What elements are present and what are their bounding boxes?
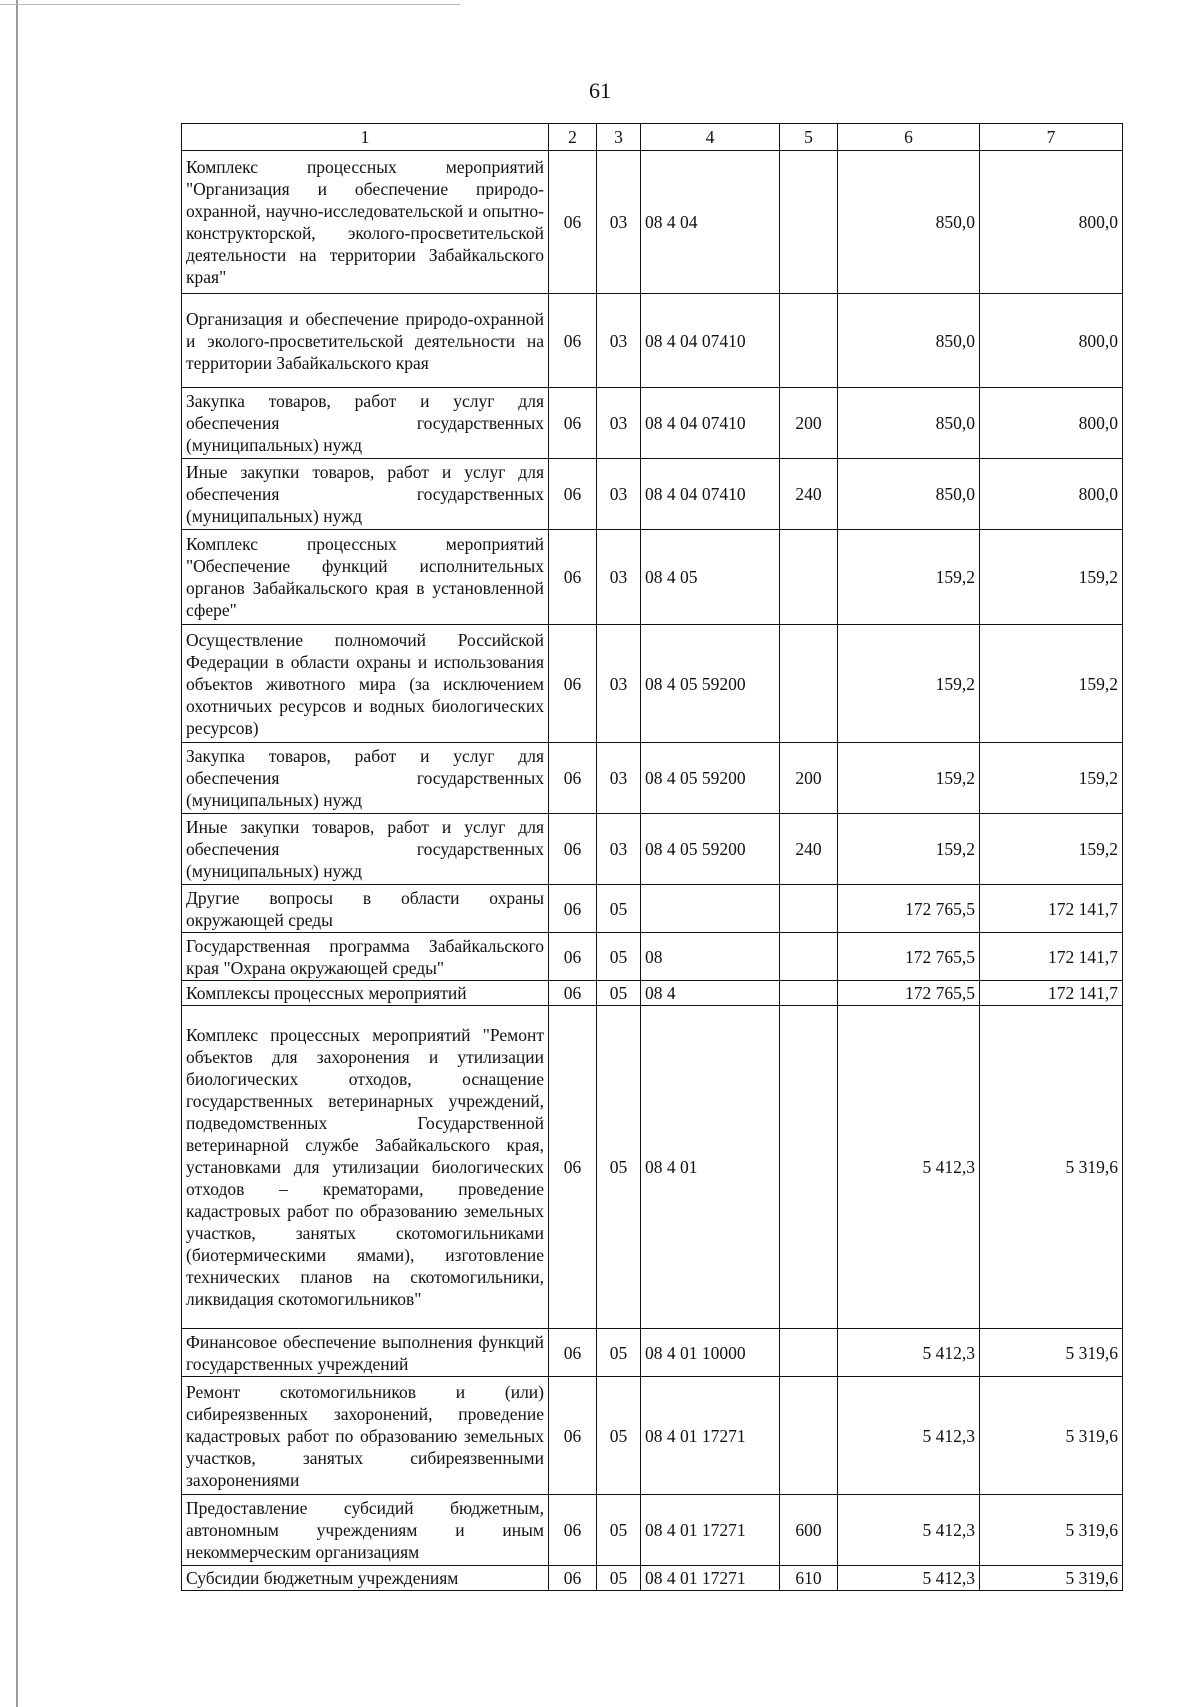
- amount-col-6: 5 412,3: [838, 1006, 980, 1329]
- expense-type-code: [780, 294, 838, 388]
- subsection-code: 03: [597, 151, 641, 294]
- section-code: 06: [549, 933, 597, 981]
- amount-col-7: 800,0: [980, 388, 1123, 459]
- row-description: Ремонт скотомогильников и (или) сибиреязвенных захоронений, проведение кадастровых работ по образованию земельных участков, занятых сибиреязвенными захоронениями: [182, 1377, 549, 1495]
- scan-edge-left: [16, 0, 18, 1707]
- row-description: Иные закупки товаров, работ и услуг для обеспечения государственных (муниципальных) нужд: [182, 814, 549, 885]
- section-code: 06: [549, 388, 597, 459]
- amount-col-6: 5 412,3: [838, 1377, 980, 1495]
- amount-col-7: 159,2: [980, 625, 1123, 743]
- amount-col-7: 159,2: [980, 530, 1123, 625]
- subsection-code: 03: [597, 388, 641, 459]
- table-row: [182, 151, 1123, 294]
- target-article-code: 08 4 04: [641, 151, 780, 294]
- amount-col-7: 5 319,6: [980, 1495, 1123, 1566]
- amount-col-7: 800,0: [980, 151, 1123, 294]
- col-header-2: 2: [549, 124, 597, 151]
- target-article-code: 08 4 01 17271: [641, 1377, 780, 1495]
- table-row: [182, 933, 1123, 981]
- target-article-code: 08 4 05 59200: [641, 814, 780, 885]
- row-description: Закупка товаров, работ и услуг для обеспечения государственных (муниципальных) нужд: [182, 388, 549, 459]
- table-row: [182, 743, 1123, 814]
- amount-col-7: 800,0: [980, 459, 1123, 530]
- amount-col-6: 159,2: [838, 814, 980, 885]
- subsection-code: 03: [597, 743, 641, 814]
- expense-type-code: [780, 981, 838, 1006]
- col-header-6: 6: [838, 124, 980, 151]
- row-description: Осуществление полномочий Российской Федерации в области охраны и использования объектов животного мира (за исключением охотничьих ресурсов и водных биологических ресурсов): [182, 625, 549, 743]
- subsection-code: 05: [597, 981, 641, 1006]
- amount-col-6: 850,0: [838, 294, 980, 388]
- expense-type-code: [780, 151, 838, 294]
- target-article-code: 08 4 05 59200: [641, 743, 780, 814]
- expense-type-code: 610: [780, 1566, 838, 1591]
- expense-type-code: 200: [780, 388, 838, 459]
- subsection-code: 03: [597, 814, 641, 885]
- col-header-5: 5: [780, 124, 838, 151]
- col-header-4: 4: [641, 124, 780, 151]
- amount-col-6: 850,0: [838, 151, 980, 294]
- col-header-3: 3: [597, 124, 641, 151]
- col-header-1: 1: [182, 124, 549, 151]
- row-description: Комплекс процессных мероприятий "Обеспечение функций исполнительных органов Забайкальского края в установленной сфере": [182, 530, 549, 625]
- table-row: [182, 981, 1123, 1006]
- amount-col-6: 5 412,3: [838, 1495, 980, 1566]
- table-row: [182, 1006, 1123, 1329]
- section-code: 06: [549, 625, 597, 743]
- subsection-code: 03: [597, 459, 641, 530]
- table-row: [182, 530, 1123, 625]
- subsection-code: 03: [597, 530, 641, 625]
- section-code: 06: [549, 1566, 597, 1591]
- amount-col-6: 850,0: [838, 459, 980, 530]
- col-header-7: 7: [980, 124, 1123, 151]
- expense-type-code: 240: [780, 459, 838, 530]
- amount-col-7: 5 319,6: [980, 1566, 1123, 1591]
- table-row: [182, 1566, 1123, 1591]
- section-code: 06: [549, 459, 597, 530]
- expense-type-code: [780, 1377, 838, 1495]
- row-description: Субсидии бюджетным учреждениям: [182, 1566, 549, 1591]
- table-row: [182, 625, 1123, 743]
- amount-col-6: 159,2: [838, 530, 980, 625]
- amount-col-6: 159,2: [838, 625, 980, 743]
- section-code: 06: [549, 294, 597, 388]
- subsection-code: 05: [597, 1495, 641, 1566]
- target-article-code: [641, 885, 780, 933]
- row-description: Закупка товаров, работ и услуг для обеспечения государственных (муниципальных) нужд: [182, 743, 549, 814]
- subsection-code: 03: [597, 294, 641, 388]
- row-description: Финансовое обеспечение выполнения функций государственных учреждений: [182, 1329, 549, 1377]
- expense-type-code: [780, 530, 838, 625]
- section-code: 06: [549, 981, 597, 1006]
- scan-edge-top: [0, 4, 460, 5]
- page-number: 61: [589, 78, 611, 103]
- target-article-code: 08 4 04 07410: [641, 294, 780, 388]
- amount-col-7: 159,2: [980, 743, 1123, 814]
- subsection-code: 05: [597, 885, 641, 933]
- amount-col-6: 172 765,5: [838, 981, 980, 1006]
- target-article-code: 08 4 01: [641, 1006, 780, 1329]
- expense-type-code: 240: [780, 814, 838, 885]
- amount-col-7: 5 319,6: [980, 1329, 1123, 1377]
- table-row: [182, 388, 1123, 459]
- row-description: Комплекс процессных мероприятий "Организация и обеспечение природо-охранной, научно-исследовательской и опытно-конструкторской, эколого-просветительской деятельности на территории Забайкальского края": [182, 151, 549, 294]
- section-code: 06: [549, 885, 597, 933]
- subsection-code: 03: [597, 625, 641, 743]
- subsection-code: 05: [597, 933, 641, 981]
- expense-type-code: 200: [780, 743, 838, 814]
- section-code: 06: [549, 1377, 597, 1495]
- section-code: 06: [549, 1329, 597, 1377]
- section-code: 06: [549, 1006, 597, 1329]
- row-description: Комплексы процессных мероприятий: [182, 981, 549, 1006]
- amount-col-7: 172 141,7: [980, 885, 1123, 933]
- section-code: 06: [549, 743, 597, 814]
- amount-col-6: 172 765,5: [838, 885, 980, 933]
- table-row: [182, 1329, 1123, 1377]
- target-article-code: 08 4 04 07410: [641, 388, 780, 459]
- amount-col-6: 850,0: [838, 388, 980, 459]
- amount-col-7: 800,0: [980, 294, 1123, 388]
- table-row: [182, 1495, 1123, 1566]
- target-article-code: 08 4 04 07410: [641, 459, 780, 530]
- expense-type-code: [780, 885, 838, 933]
- expense-type-code: [780, 1006, 838, 1329]
- row-description: Иные закупки товаров, работ и услуг для обеспечения государственных (муниципальных) нужд: [182, 459, 549, 530]
- target-article-code: 08 4 01 17271: [641, 1566, 780, 1591]
- section-code: 06: [549, 151, 597, 294]
- section-code: 06: [549, 814, 597, 885]
- expense-type-code: [780, 1329, 838, 1377]
- table-row: [182, 814, 1123, 885]
- amount-col-7: 5 319,6: [980, 1377, 1123, 1495]
- target-article-code: 08 4 05 59200: [641, 625, 780, 743]
- target-article-code: 08 4 05: [641, 530, 780, 625]
- table-row: [182, 459, 1123, 530]
- expense-type-code: [780, 933, 838, 981]
- section-code: 06: [549, 530, 597, 625]
- row-description: Комплекс процессных мероприятий "Ремонт объектов для захоронения и утилизации биологических отходов, оснащение государственных ветеринарных учреждений, подведомственных Государственной ветеринарной службе Забайкальского края, установками для утилизации биологических отходов – крематорами, проведение кадастровых работ по образованию земельных участков, занятых скотомогильниками (биотермическими ямами), изготовление технических планов на скотомогильники, ликвидация скотомогильников": [182, 1006, 549, 1329]
- table-row: [182, 885, 1123, 933]
- expense-type-code: [780, 625, 838, 743]
- row-description: Другие вопросы в области охраны окружающей среды: [182, 885, 549, 933]
- row-description: Предоставление субсидий бюджетным, автономным учреждениям и иным некоммерческим организациям: [182, 1495, 549, 1566]
- amount-col-7: 172 141,7: [980, 981, 1123, 1006]
- target-article-code: 08 4 01 17271: [641, 1495, 780, 1566]
- row-description: Государственная программа Забайкальского края "Охрана окружающей среды": [182, 933, 549, 981]
- table-row: [182, 294, 1123, 388]
- target-article-code: 08: [641, 933, 780, 981]
- subsection-code: 05: [597, 1377, 641, 1495]
- amount-col-6: 5 412,3: [838, 1566, 980, 1591]
- row-description: Организация и обеспечение природо-охранной и эколого-просветительской деятельности на территории Забайкальского края: [182, 294, 549, 388]
- target-article-code: 08 4 01 10000: [641, 1329, 780, 1377]
- subsection-code: 05: [597, 1006, 641, 1329]
- budget-table: [181, 123, 1123, 1591]
- amount-col-6: 5 412,3: [838, 1329, 980, 1377]
- amount-col-7: 159,2: [980, 814, 1123, 885]
- amount-col-7: 172 141,7: [980, 933, 1123, 981]
- amount-col-6: 172 765,5: [838, 933, 980, 981]
- target-article-code: 08 4: [641, 981, 780, 1006]
- section-code: 06: [549, 1495, 597, 1566]
- amount-col-6: 159,2: [838, 743, 980, 814]
- header-row: [182, 124, 1123, 151]
- expense-type-code: 600: [780, 1495, 838, 1566]
- subsection-code: 05: [597, 1566, 641, 1591]
- table-row: [182, 1377, 1123, 1495]
- subsection-code: 05: [597, 1329, 641, 1377]
- amount-col-7: 5 319,6: [980, 1006, 1123, 1329]
